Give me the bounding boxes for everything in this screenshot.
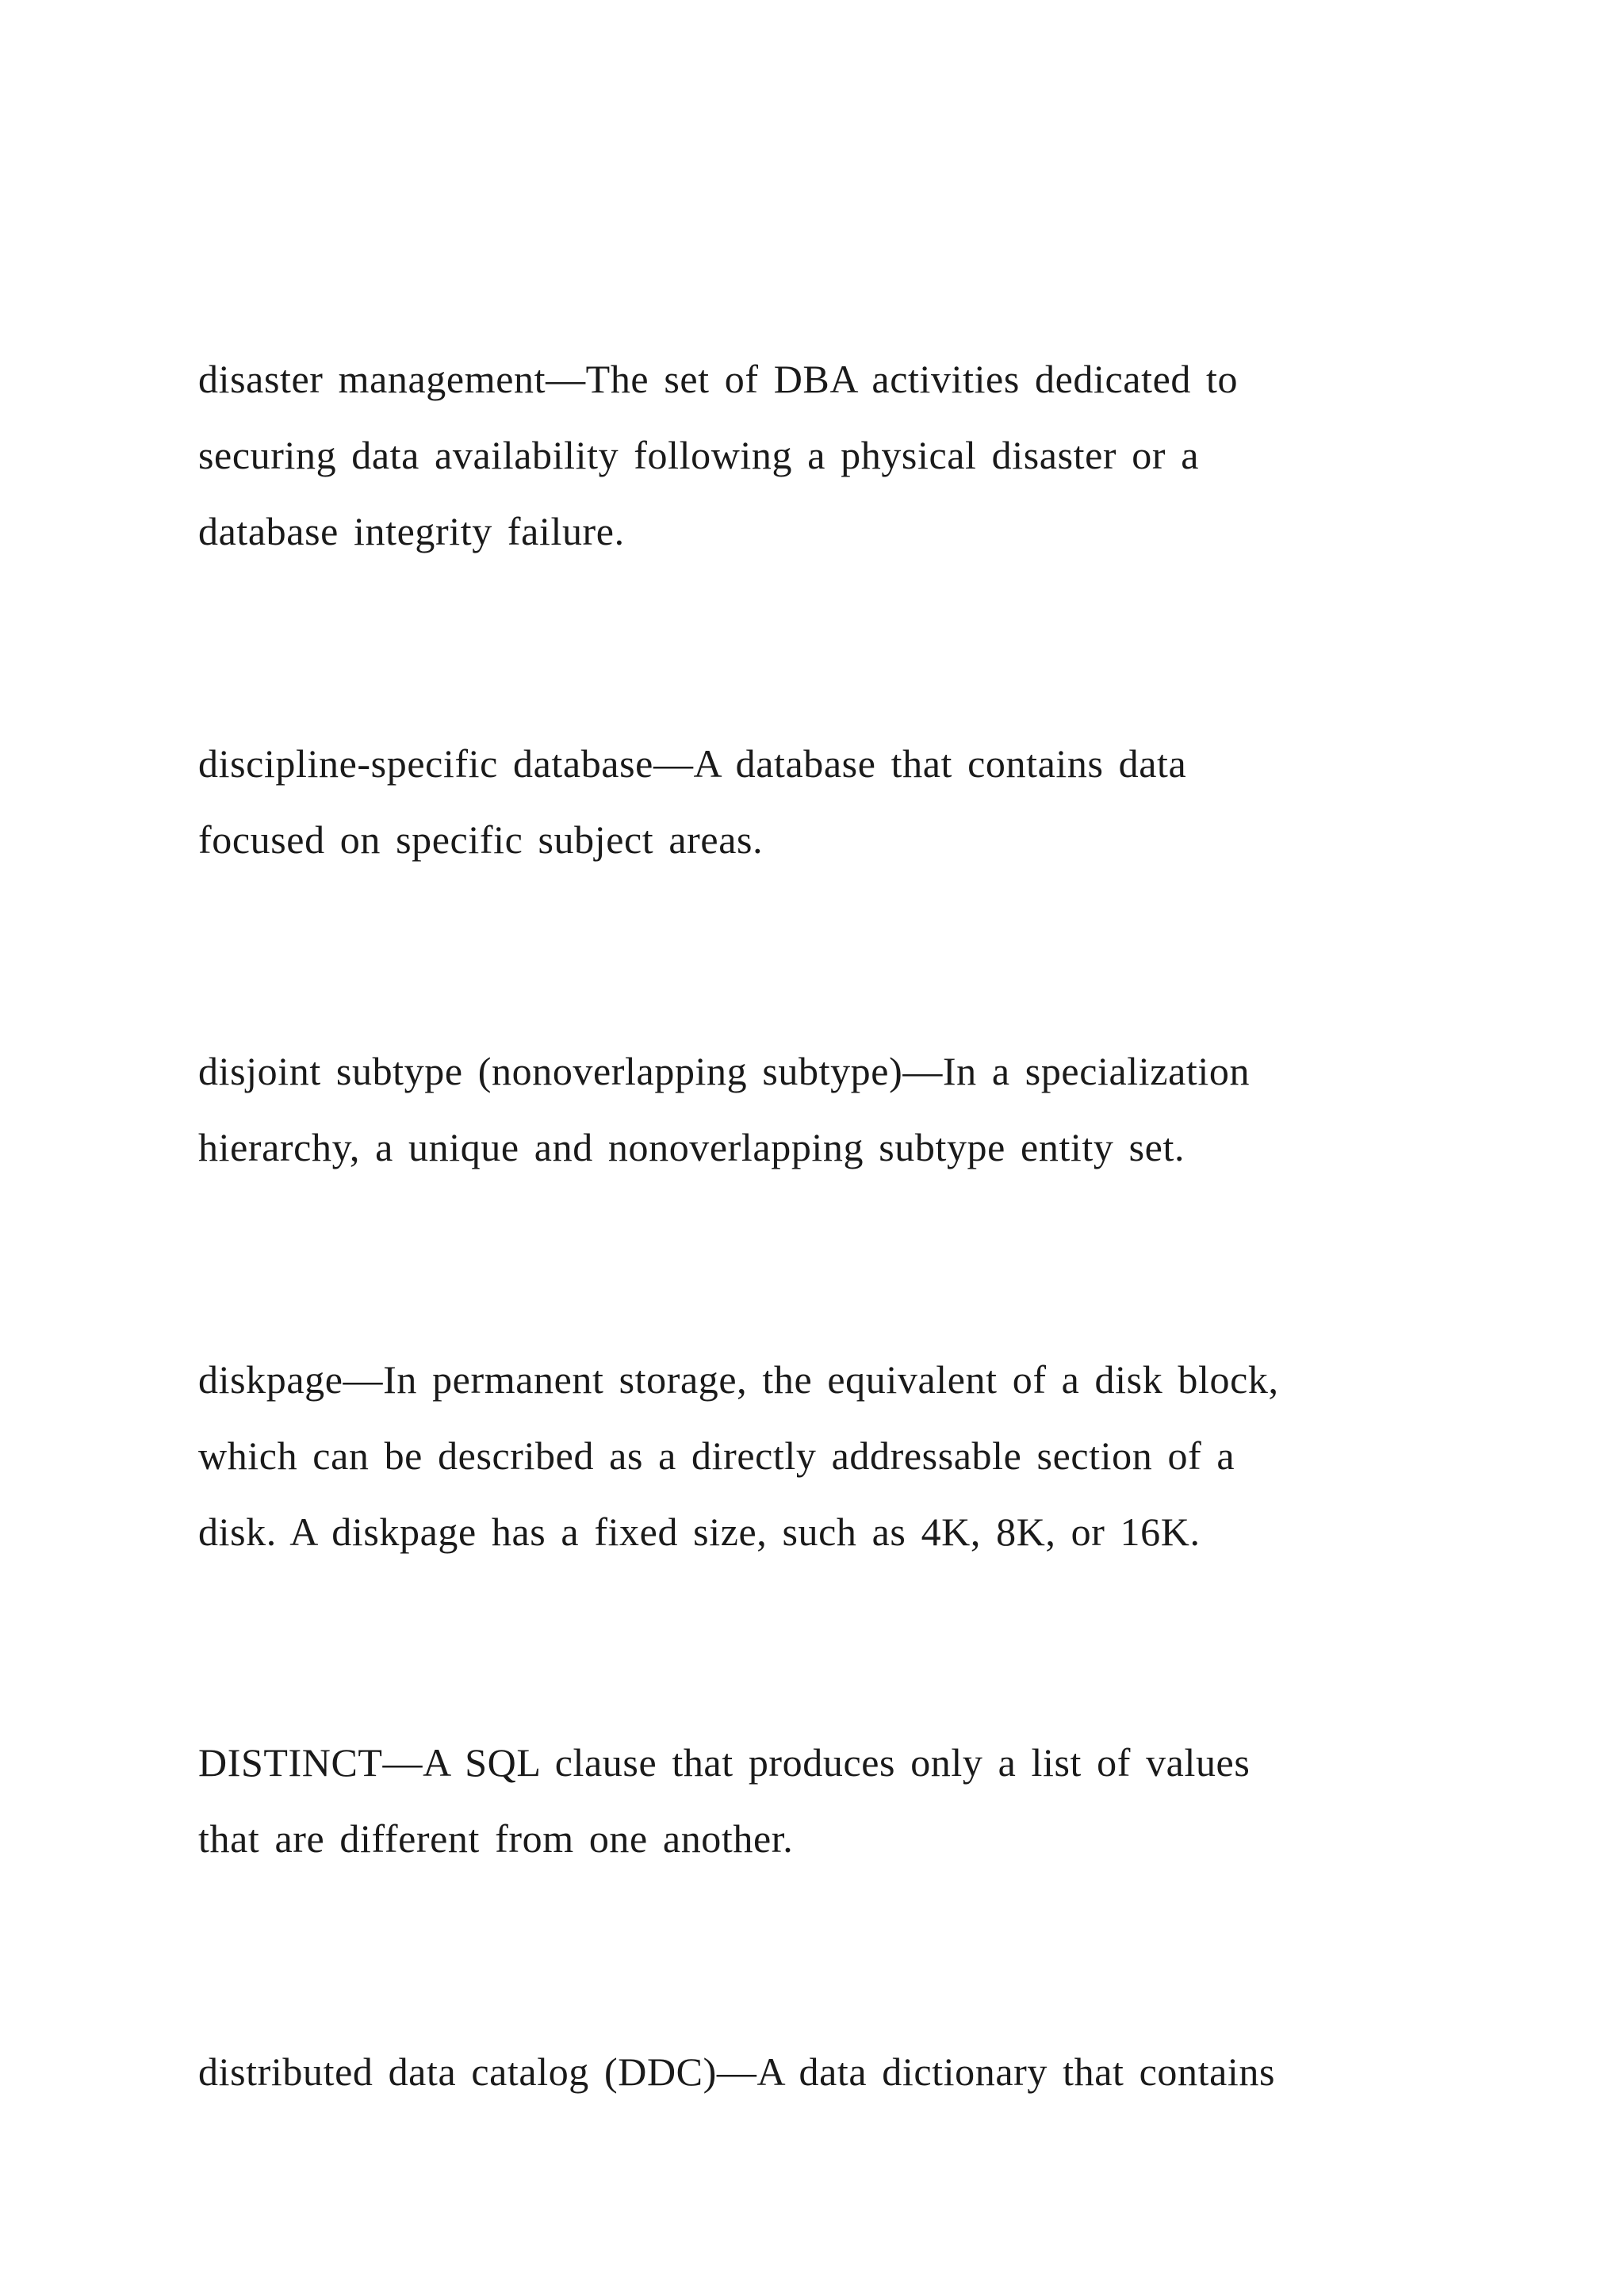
- entry-text-line: distributed data catalog (DDC)—A data dictionary that contains: [198, 2049, 1276, 2094]
- entry-text-line: securing data availability following a physical disaster or a: [198, 433, 1200, 477]
- entry-text-line: hierarchy, a unique and nonoverlapping subtype entity set.: [198, 1125, 1185, 1169]
- entry-text-line: focused on specific subject areas.: [198, 817, 764, 862]
- entry-text-line: DISTINCT—A SQL clause that produces only a list of values: [198, 1740, 1251, 1785]
- glossary-entry-distributed-data-catalog: [198, 2034, 1435, 2110]
- glossary-entry-discipline-specific-database: [198, 725, 1435, 878]
- entry-text-line: disaster management—The set of DBA activities dedicated to: [198, 357, 1239, 401]
- glossary-entry-disjoint-subtype: [198, 1033, 1435, 1185]
- entry-text-line: that are different from one another.: [198, 1816, 794, 1861]
- entry-text-line: discipline-specific database—A database that contains data: [198, 741, 1187, 786]
- glossary-entry-disaster-management: [198, 341, 1435, 569]
- entry-text-line: database integrity failure.: [198, 509, 625, 553]
- glossary-entry-distinct: [198, 1724, 1435, 1877]
- entry-text-line: diskpage—In permanent storage, the equivalent of a disk block,: [198, 1357, 1279, 1402]
- entry-text-line: which can be described as a directly addressable section of a: [198, 1433, 1235, 1478]
- glossary-entry-diskpage: [198, 1341, 1435, 1570]
- entry-text-line: disjoint subtype (nonoverlapping subtype)—In a specialization: [198, 1049, 1251, 1093]
- entry-text-line: disk. A diskpage has a fixed size, such as 4K, 8K, or 16K.: [198, 1510, 1201, 1554]
